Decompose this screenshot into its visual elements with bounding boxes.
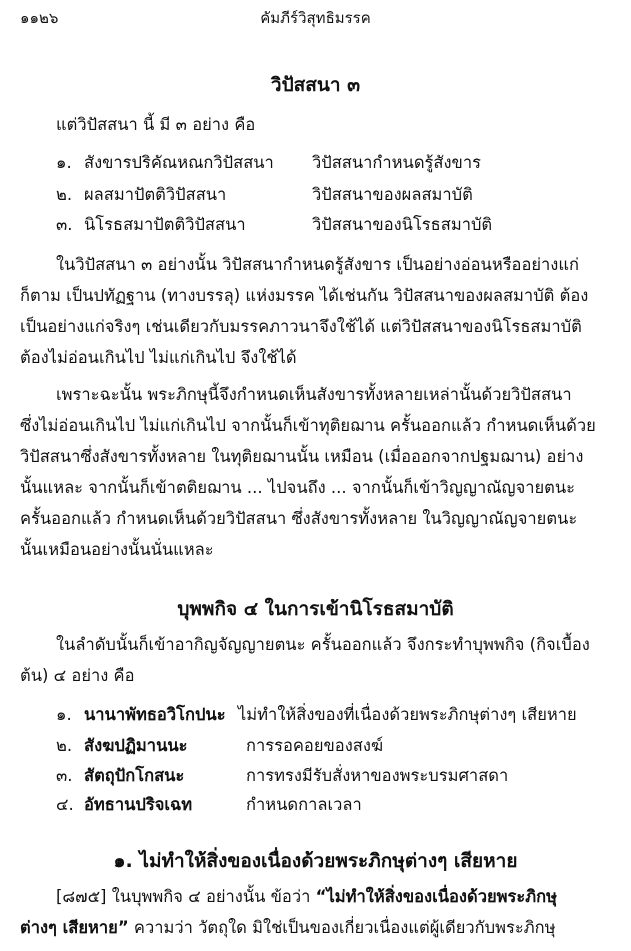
- list-item-number: ๑.: [56, 705, 72, 724]
- page-number: ๑๑๒๖: [20, 9, 59, 27]
- section-intro: แต่วิปัสสนา นี้ มี ๓ อย่าง คือ: [56, 115, 256, 134]
- list-item-meaning: ไม่ทำให้สิ่งของที่เนื่องด้วยพระภิกษุต่างๆ เสียหาย: [238, 705, 577, 724]
- paragraph-line: วิปัสสนาซึ่งสังขารทั้งหลาย ในทุติยฌานนั้น เหมือน (เมื่อออกจากปฐมฌาน) อย่าง: [20, 447, 584, 466]
- list-item-term: สัตถุปักโกสนะ: [84, 766, 185, 785]
- list-item-number: ๒.: [56, 185, 73, 204]
- list-item-meaning: วิปัสสนาของผลสมาบัติ: [312, 185, 473, 204]
- paragraph-line: ซึ่งไม่อ่อนเกินไป ไม่แก่เกินไป จากนั้นก็เข้าทุติยฌาน ครั้นออกแล้ว กำหนดเห็นด้วย: [20, 416, 596, 435]
- list-item-term: อัทธานปริจเฉท: [84, 795, 193, 814]
- list-item-term: นิโรธสมาปัตติวิปัสสนา: [84, 215, 246, 234]
- paragraph-ref-number: [๘๗๕]: [56, 887, 107, 906]
- paragraph-line: นั้นแหละ จากนั้นก็เข้าตติยฌาน ... ไปจนถึง ... จากนั้นก็เข้าวิญญาณัญจายตนะ: [20, 478, 576, 497]
- paragraph-line: ในลำดับนั้นก็เข้าอากิญจัญญายตนะ ครั้นออกแล้ว จึงกระทำบุพพกิจ (กิจเบื้อง: [56, 635, 590, 654]
- paragraph-line: เป็นอย่างแก่จริงๆ เช่นเดียวกับมรรคภาวนาจึงใช้ได้ แต่วิปัสสนาของนิโรธสมาบัติ: [20, 317, 582, 336]
- section-heading-item-1: ๑. ไม่ทำให้สิ่งของเนื่องด้วยพระภิกษุต่างๆ เสียหาย: [113, 850, 518, 872]
- list-item-meaning: กำหนดกาลเวลา: [246, 795, 362, 814]
- section-heading-pubbakicca: บุพพกิจ ๔ ในการเข้านิโรธสมาบัติ: [177, 598, 454, 620]
- paragraph-line: ก็ตาม เป็นปทัฏฐาน (ทางบรรลุ) แห่งมรรค ได้เช่นกัน วิปัสสนาของผลสมาบัติ ต้อง: [20, 286, 589, 305]
- running-title: คัมภีร์วิสุทธิมรรค: [260, 9, 371, 27]
- page-header: [20, 6, 611, 30]
- section-heading-vipassana-3: วิปัสสนา ๓: [270, 74, 361, 96]
- list-item-meaning: วิปัสสนากำหนดรู้สังขาร: [312, 153, 481, 172]
- paragraph-line: [20, 915, 611, 941]
- paragraph-text: ความว่า วัตถุใด มิใช่เป็นของเกี่ยวเนื่องแต่ผู้เดียวกับพระภิกษุ: [128, 918, 556, 937]
- list-item-term: สังขารปริคัณหณกวิปัสสนา: [84, 153, 274, 172]
- paragraph-text: ในบุพพกิจ ๔ อย่างนั้น ข้อว่า: [106, 887, 316, 906]
- paragraph-line: ต้น) ๔ อย่าง คือ: [20, 666, 135, 685]
- list-item-number: ๒.: [56, 736, 73, 755]
- paragraph-line: ครั้นออกแล้ว กำหนดเห็นด้วยวิปัสสนา ซึ่งสังขารทั้งหลาย ในวิญญาณัญจายตนะ: [20, 509, 578, 528]
- paragraph-line: [56, 884, 611, 910]
- quoted-term: “ไม่ทำให้สิ่งของเนื่องด้วยพระภิกษุ: [315, 887, 557, 906]
- paragraph-line: เพราะฉะนั้น พระภิกษุนี้จึงกำหนดเห็นสังขารทั้งหลายเหล่านั้นด้วยวิปัสสนา: [56, 385, 572, 404]
- list-item-number: ๔.: [56, 795, 74, 814]
- list-item-meaning: การทรงมีรับสั่งหาของพระบรมศาสดา: [246, 766, 509, 785]
- list-item-meaning: การรอคอยของสงฆ์: [246, 736, 384, 755]
- list-item-term: สังฆปฏิมานนะ: [84, 736, 188, 755]
- paragraph-line: ต้องไม่อ่อนเกินไป ไม่แก่เกินไป จึงใช้ได้: [20, 348, 297, 367]
- list-item-number: ๓.: [56, 215, 73, 234]
- list-item-meaning: วิปัสสนาของนิโรธสมาบัติ: [312, 215, 493, 234]
- list-item-number: ๑.: [56, 153, 72, 172]
- list-item-term: นานาพัทธอวิโกปนะ: [84, 705, 226, 724]
- list-item-number: ๓.: [56, 766, 73, 785]
- paragraph-line: นั้นเหมือนอย่างนั้นนั่นแหละ: [20, 540, 214, 559]
- paragraph-line: ในวิปัสสนา ๓ อย่างนั้น วิปัสสนากำหนดรู้สังขาร เป็นอย่างอ่อนหรืออย่างแก่: [56, 255, 579, 274]
- quoted-term: ต่างๆ เสียหาย”: [20, 918, 129, 937]
- list-item-term: ผลสมาปัตติวิปัสสนา: [84, 185, 227, 204]
